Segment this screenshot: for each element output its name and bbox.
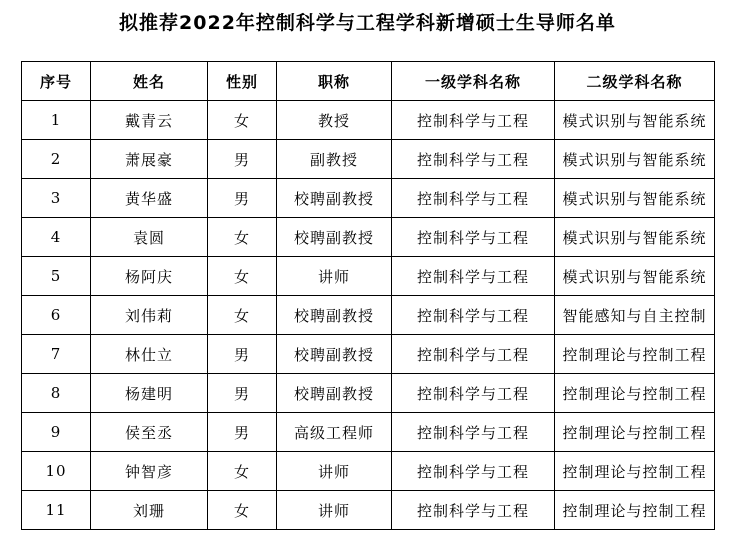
header-professional-title: 职称: [277, 62, 392, 101]
table-row: [22, 452, 715, 491]
cell-first-level-discipline: 控制科学与工程: [392, 257, 555, 296]
table-header-row: [22, 62, 715, 101]
cell-serial-number: 6: [22, 296, 91, 335]
cell-second-level-discipline: 控制理论与控制工程: [555, 491, 715, 530]
cell-professional-title: 校聘副教授: [277, 335, 392, 374]
cell-name: 黄华盛: [91, 179, 208, 218]
cell-second-level-discipline: 模式识别与智能系统: [555, 101, 715, 140]
cell-gender: 男: [208, 374, 277, 413]
cell-gender: 男: [208, 140, 277, 179]
cell-gender: 女: [208, 257, 277, 296]
cell-name: 萧展豪: [91, 140, 208, 179]
cell-second-level-discipline: 控制理论与控制工程: [555, 413, 715, 452]
cell-name: 戴青云: [91, 101, 208, 140]
cell-second-level-discipline: 模式识别与智能系统: [555, 218, 715, 257]
header-name: 姓名: [91, 62, 208, 101]
supervisor-table: [21, 61, 715, 530]
cell-serial-number: 4: [22, 218, 91, 257]
document-title: 拟推荐2022年控制科学与工程学科新增硕士生导师名单: [119, 12, 616, 34]
cell-second-level-discipline: 控制理论与控制工程: [555, 335, 715, 374]
cell-first-level-discipline: 控制科学与工程: [392, 374, 555, 413]
cell-professional-title: 教授: [277, 101, 392, 140]
cell-professional-title: 讲师: [277, 257, 392, 296]
cell-serial-number: 10: [22, 452, 91, 491]
table-row: [22, 296, 715, 335]
cell-second-level-discipline: 模式识别与智能系统: [555, 140, 715, 179]
cell-gender: 女: [208, 491, 277, 530]
cell-serial-number: 9: [22, 413, 91, 452]
cell-second-level-discipline: 模式识别与智能系统: [555, 257, 715, 296]
cell-serial-number: 7: [22, 335, 91, 374]
cell-name: 刘伟莉: [91, 296, 208, 335]
header-first-level-discipline: 一级学科名称: [392, 62, 555, 101]
table-row: [22, 335, 715, 374]
cell-professional-title: 校聘副教授: [277, 296, 392, 335]
cell-first-level-discipline: 控制科学与工程: [392, 452, 555, 491]
table-row: [22, 140, 715, 179]
cell-serial-number: 2: [22, 140, 91, 179]
cell-first-level-discipline: 控制科学与工程: [392, 140, 555, 179]
cell-second-level-discipline: 模式识别与智能系统: [555, 179, 715, 218]
cell-gender: 女: [208, 452, 277, 491]
cell-name: 袁圆: [91, 218, 208, 257]
table-body: [22, 101, 715, 530]
cell-professional-title: 校聘副教授: [277, 374, 392, 413]
cell-first-level-discipline: 控制科学与工程: [392, 491, 555, 530]
cell-gender: 男: [208, 179, 277, 218]
cell-name: 杨阿庆: [91, 257, 208, 296]
cell-gender: 女: [208, 218, 277, 257]
cell-second-level-discipline: 控制理论与控制工程: [555, 374, 715, 413]
cell-name: 侯至丞: [91, 413, 208, 452]
table-row: [22, 257, 715, 296]
cell-name: 杨建明: [91, 374, 208, 413]
table-row: [22, 374, 715, 413]
cell-gender: 男: [208, 335, 277, 374]
cell-professional-title: 副教授: [277, 140, 392, 179]
cell-second-level-discipline: 控制理论与控制工程: [555, 452, 715, 491]
cell-serial-number: 5: [22, 257, 91, 296]
cell-second-level-discipline: 智能感知与自主控制: [555, 296, 715, 335]
cell-first-level-discipline: 控制科学与工程: [392, 101, 555, 140]
cell-first-level-discipline: 控制科学与工程: [392, 413, 555, 452]
cell-name: 钟智彦: [91, 452, 208, 491]
table-row: [22, 101, 715, 140]
cell-serial-number: 8: [22, 374, 91, 413]
cell-professional-title: 高级工程师: [277, 413, 392, 452]
cell-serial-number: 11: [22, 491, 91, 530]
header-second-level-discipline: 二级学科名称: [555, 62, 715, 101]
cell-gender: 女: [208, 101, 277, 140]
cell-gender: 男: [208, 413, 277, 452]
cell-first-level-discipline: 控制科学与工程: [392, 179, 555, 218]
cell-professional-title: 讲师: [277, 452, 392, 491]
cell-serial-number: 1: [22, 101, 91, 140]
table-row: [22, 491, 715, 530]
cell-professional-title: 讲师: [277, 491, 392, 530]
cell-gender: 女: [208, 296, 277, 335]
cell-name: 林仕立: [91, 335, 208, 374]
cell-name: 刘珊: [91, 491, 208, 530]
header-serial-number: 序号: [22, 62, 91, 101]
cell-first-level-discipline: 控制科学与工程: [392, 218, 555, 257]
cell-professional-title: 校聘副教授: [277, 179, 392, 218]
table-row: [22, 218, 715, 257]
cell-serial-number: 3: [22, 179, 91, 218]
table-row: [22, 413, 715, 452]
table-row: [22, 179, 715, 218]
cell-first-level-discipline: 控制科学与工程: [392, 296, 555, 335]
header-gender: 性别: [208, 62, 277, 101]
cell-first-level-discipline: 控制科学与工程: [392, 335, 555, 374]
cell-professional-title: 校聘副教授: [277, 218, 392, 257]
